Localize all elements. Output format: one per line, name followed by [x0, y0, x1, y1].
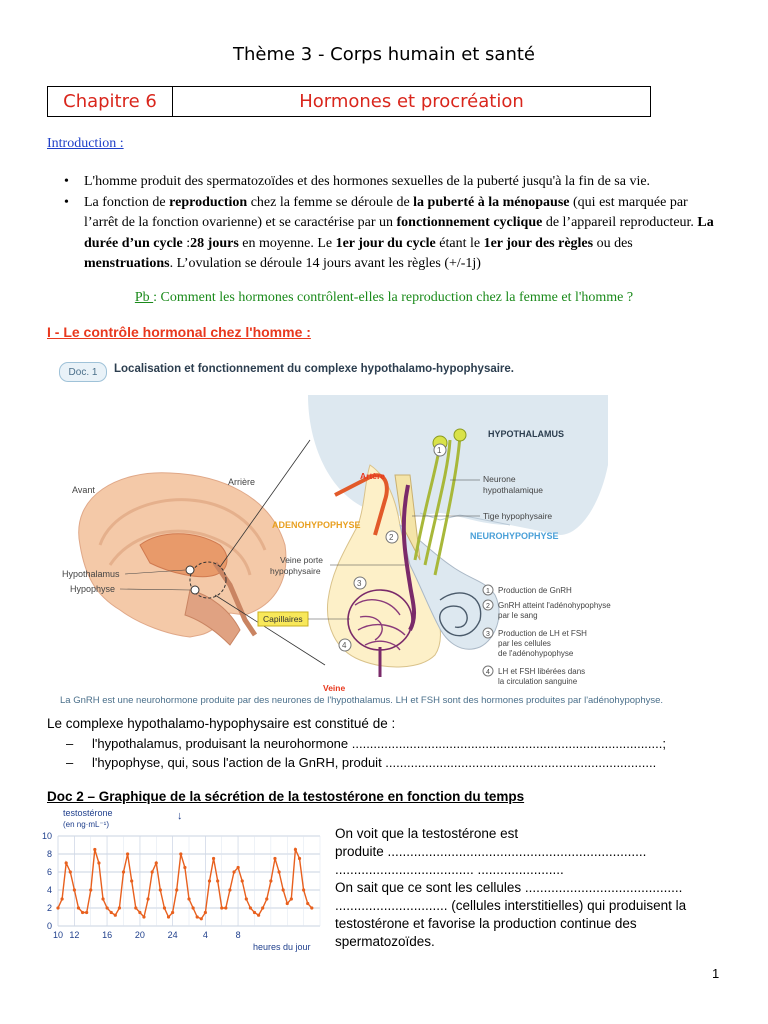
chart-x-tick-label: 10	[52, 930, 64, 940]
chart-data-point	[101, 897, 104, 900]
chart-data-point	[159, 888, 162, 891]
chart-data-point	[138, 911, 141, 914]
doc1-title: Localisation et fonctionnement du complexe hypothalamo-hypophysaire.	[114, 363, 515, 375]
introduction-heading: Introduction :	[47, 136, 124, 151]
chart-data-point	[224, 906, 227, 909]
chart-ylabel-2: (en ng·mL⁻¹)	[63, 820, 110, 829]
label-neurone: Neurone	[483, 474, 516, 484]
chart-data-point	[237, 866, 240, 869]
chart-ylabel-1: testostérone	[63, 808, 113, 818]
chart-xlabel: heures du jour	[253, 942, 311, 952]
doc2-line: On sait que ce sont les cellules ..........................................	[335, 880, 683, 895]
svg-text:3: 3	[486, 631, 490, 638]
doc2-line: produite .....................................................................	[335, 844, 647, 859]
doc1-caption: La GnRH est une neurohormone produite par des neurones de l'hypothalamus. LH et FSH sont des hormones produites par l'adénohypophyse.	[60, 695, 664, 706]
chart-data-point	[126, 852, 129, 855]
fill-in-item-hypothalamus: – l'hypothalamus, produisant la neurohormone ......................................................................................;	[66, 734, 666, 753]
chart-x-tick-label: 4	[202, 930, 208, 940]
chart-data-point	[110, 911, 113, 914]
svg-text:4: 4	[486, 669, 490, 676]
complex-list	[66, 734, 666, 772]
doc1-badge: Doc. 1	[59, 362, 107, 382]
chart-data-point	[269, 879, 272, 882]
chart-y-tick-label: 6	[46, 867, 52, 877]
chart-points	[56, 848, 313, 921]
label-hypophysaire: hypophysaire	[270, 566, 321, 576]
chart-data-point	[200, 917, 203, 920]
legend-item-1: Production de GnRH	[498, 586, 572, 595]
chart-marker-arrow: ↓	[177, 810, 183, 822]
chart-data-point	[261, 906, 264, 909]
chart-data-point	[306, 902, 309, 905]
label-artere: Artère	[360, 471, 386, 481]
chapter-label: Chapitre 6	[48, 87, 173, 116]
chart-data-point	[77, 906, 80, 909]
chart-data-point	[56, 906, 59, 909]
chart-data-point	[69, 870, 72, 873]
label-hypothalamique: hypothalamique	[483, 485, 544, 495]
chart-data-point	[89, 888, 92, 891]
label-arriere: Arrière	[228, 477, 256, 487]
chart-y-tick-label: 10	[41, 831, 52, 841]
chart-data-point	[257, 914, 260, 917]
doc2-text	[335, 825, 725, 951]
chart-data-point	[290, 897, 293, 900]
chart-y-ticks	[42, 831, 52, 931]
chart-data-point	[310, 906, 313, 909]
diagram-legend	[483, 585, 611, 686]
testosterone-chart	[30, 806, 330, 956]
chart-data-point	[151, 870, 154, 873]
legend-item-3b: par les cellules	[498, 639, 551, 648]
chapter-title: Hormones et procréation	[299, 91, 524, 112]
problem-statement: Pb : Comment les hormones contrôlent-elles la reproduction chez la femme et l'homme ?	[134, 290, 634, 305]
page-number: 1	[712, 966, 720, 981]
doc2-line: On voit que la testostérone est	[335, 826, 519, 841]
chart-data-point	[282, 888, 285, 891]
chart-y-tick-label: 4	[46, 885, 52, 895]
chart-series-line	[58, 850, 312, 919]
svg-text:3: 3	[357, 579, 362, 588]
label-hypophyse: Hypophyse	[70, 584, 116, 594]
label-avant: Avant	[72, 485, 95, 495]
chart-data-point	[212, 857, 215, 860]
chart-data-point	[155, 861, 158, 864]
chart-data-point	[179, 852, 182, 855]
chart-data-point	[167, 915, 170, 918]
bullet-item: • L'homme produit des spermatozoïdes et des hormones sexuelles de la puberté jusqu'à la fin de sa vie.	[64, 172, 724, 193]
chart-data-point	[60, 897, 63, 900]
label-neurohypophyse: NEUROHYPOPHYSE	[470, 531, 559, 541]
label-tige: Tige hypophysaire	[483, 511, 553, 521]
doc2-title: Doc 2 – Graphique de la sécrétion de la testostérone en fonction du temps	[47, 789, 525, 804]
neuron-body	[454, 429, 466, 441]
chart-data-point	[171, 911, 174, 914]
chart-data-point	[216, 879, 219, 882]
chart-data-point	[253, 911, 256, 914]
chart-data-point	[298, 857, 301, 860]
doc2-line: .............................. (cellules interstitielles) qui produisent la	[335, 898, 687, 913]
chart-data-point	[175, 888, 178, 891]
chart-data-point	[163, 906, 166, 909]
label-capillaires: Capillaires	[263, 614, 303, 624]
label-veine: Veine	[323, 683, 346, 693]
chart-data-point	[183, 866, 186, 869]
chart-data-point	[191, 906, 194, 909]
chart-data-point	[65, 861, 68, 864]
svg-text:4: 4	[342, 641, 347, 650]
doc2-line: ..................................... .......................	[335, 862, 564, 877]
doc2-line: testostérone et favorise la production continue des	[335, 916, 637, 931]
intro-bullet-list	[64, 172, 724, 275]
legend-item-3c: de l'adénohypophyse	[498, 649, 574, 658]
bullet-item: • La fonction de reproduction chez la femme se déroule de la puberté à la ménopause (qui est marquée par l’arrêt de la fonction ovarienne) et se caractérise par un fonctionnement cyclique de l’appareil reproducteur. La durée d’un cycle :28 jours en moyenne. Le 1er jour du cycle étant le 1er jour des règles ou des menstruations. L’ovulation se déroule 14 jours avant les règles (+/-1j)	[64, 193, 724, 275]
chart-data-point	[81, 911, 84, 914]
chart-x-ticks	[53, 930, 241, 940]
chart-y-tick-label: 0	[46, 921, 52, 931]
chart-x-tick-label: 24	[167, 930, 178, 940]
chart-x-tick-label: 12	[69, 930, 80, 940]
chart-data-point	[142, 915, 145, 918]
chart-data-point	[294, 848, 297, 851]
chart-data-point	[228, 888, 231, 891]
chart-x-tick-label: 16	[102, 930, 113, 940]
chart-data-point	[277, 870, 280, 873]
chart-data-point	[122, 870, 125, 873]
brain-illustration	[79, 440, 325, 665]
svg-text:2: 2	[389, 533, 394, 542]
chart-y-tick-label: 2	[46, 903, 52, 913]
chart-data-point	[85, 911, 88, 914]
chart-data-point	[187, 897, 190, 900]
legend-item-4a: LH et FSH libérées dans	[498, 667, 586, 676]
chart-data-point	[118, 906, 121, 909]
theme-title: Thème 3 - Corps humain et santé	[232, 44, 536, 65]
svg-text:2: 2	[486, 603, 490, 610]
label-hypothalamus: HYPOTHALAMUS	[488, 429, 564, 439]
chart-data-point	[93, 848, 96, 851]
label-adenohypophyse: ADENOHYPOPHYSE	[272, 520, 361, 530]
chart-data-point	[232, 870, 235, 873]
complex-intro: Le complexe hypothalamo-hypophysaire est constitué de :	[47, 716, 396, 731]
chapter-box	[47, 86, 651, 117]
chart-x-tick-label: 8	[235, 930, 241, 940]
chart-data-point	[196, 915, 199, 918]
chart-data-point	[106, 906, 109, 909]
chart-y-tick-label: 8	[46, 849, 52, 859]
chart-data-point	[146, 897, 149, 900]
chart-data-point	[249, 906, 252, 909]
chart-data-point	[241, 879, 244, 882]
chart-data-point	[208, 879, 211, 882]
legend-item-3a: Production de LH et FSH	[498, 629, 587, 638]
label-veine-porte: Veine porte	[280, 555, 324, 565]
chart-data-point	[265, 897, 268, 900]
chart-data-point	[134, 906, 137, 909]
svg-text:1: 1	[486, 588, 490, 595]
chart-data-point	[302, 888, 305, 891]
chart-data-point	[204, 911, 207, 914]
chart-data-point	[273, 857, 276, 860]
section-title: I - Le contrôle hormonal chez l'homme :	[47, 324, 311, 340]
fill-in-item-hypophyse: – l'hypophyse, qui, sous l'action de la GnRH, produit ...........................................................................	[66, 753, 666, 772]
svg-text:1: 1	[437, 446, 442, 455]
doc2-line: spermatozoïdes.	[335, 934, 435, 949]
label-hypothalamus-small: Hypothalamus	[62, 569, 120, 579]
hypothalamo-hypophyseal-diagram	[40, 385, 740, 695]
chart-data-point	[286, 902, 289, 905]
legend-item-2a: GnRH atteint l'adénohypophyse	[498, 601, 611, 610]
chart-data-point	[245, 897, 248, 900]
legend-item-2b: par le sang	[498, 611, 538, 620]
chart-data-point	[130, 879, 133, 882]
chart-data-point	[97, 861, 100, 864]
chart-x-tick-label: 20	[134, 930, 145, 940]
chart-data-point	[73, 888, 76, 891]
chart-data-point	[114, 914, 117, 917]
chart-data-point	[220, 906, 223, 909]
legend-item-4b: la circulation sanguine	[498, 677, 578, 686]
